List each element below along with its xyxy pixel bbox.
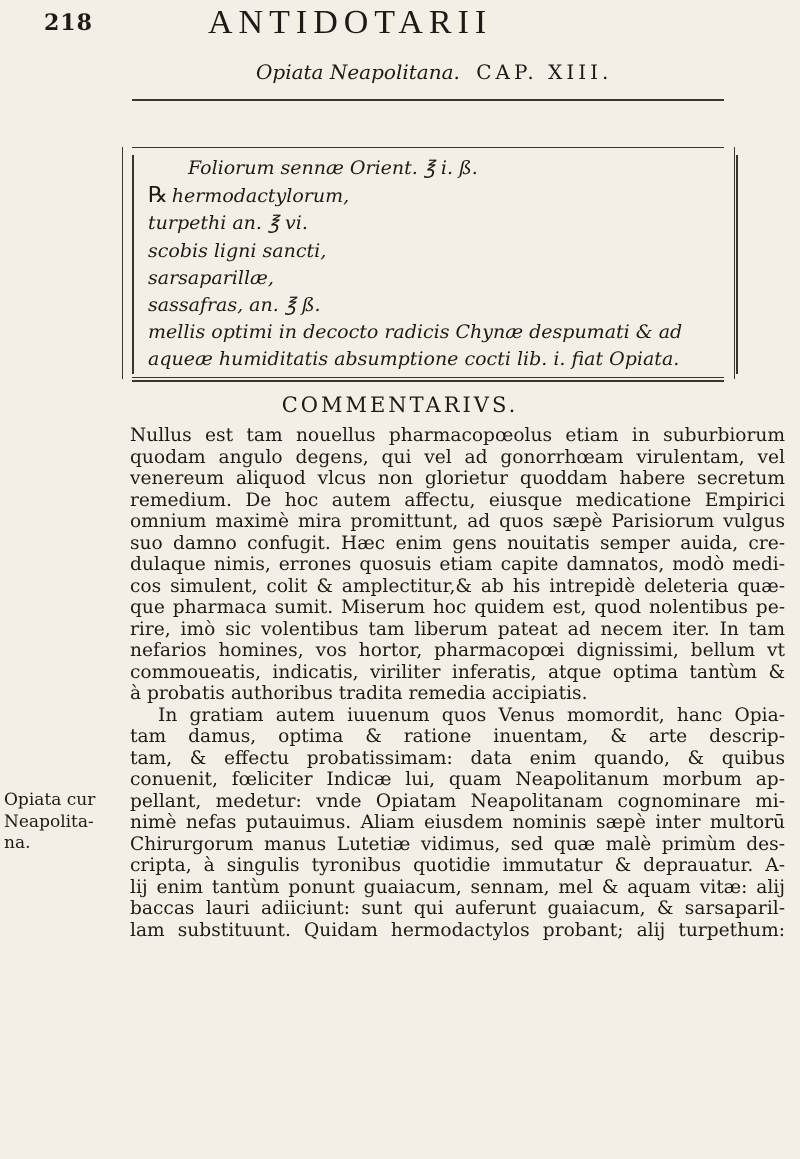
text-line: que pharmaca sumit. Miserum hoc quidem est, quod nolentibus pe- — [130, 597, 785, 618]
text-line: à probatis authoribus tradita remedia accipiatis. — [130, 683, 588, 704]
text-line: nefarios homines, vos hortor, pharmacopœi dignissimi, bellum vt — [130, 640, 785, 661]
top-rule — [132, 99, 724, 101]
recipe-line: aqueæ humiditatis absumptione cocti lib. i. fiat Opiata. — [148, 348, 680, 371]
margin-note-line: na. — [4, 833, 31, 853]
recipe-line: Foliorum sennæ Orient. ℥ i. ß. — [188, 157, 478, 179]
recipe-line: mellis optimi in decocto radicis Chynæ despumati & ad — [148, 321, 683, 344]
rx-symbol: ℞ — [148, 183, 168, 209]
text-line: cripta, à singulis tyronibus quotidie immutatur & deprauatur. A- — [130, 855, 785, 876]
chapter-number: CAP. XIII. — [476, 60, 613, 84]
recipe-line: sassafras, an. ℥ ß. — [148, 294, 321, 317]
text-line: venereum aliquod vlcus non glorietur quoddam habere secretum — [130, 468, 785, 489]
text-line: Chirurgorum manus Lutetiæ vidimus, sed quæ malè primùm des- — [130, 833, 785, 855]
text-line: lij enim tantùm ponunt guaiacum, sennam, mel & aquam vitæ: alij — [130, 876, 785, 898]
text-line: nimè nefas putauimus. Aliam eiusdem nominis sæpè inter multorū — [130, 812, 785, 833]
margin-note-line: Opiata cur — [4, 790, 96, 810]
text-line: quodam angulo degens, qui vel ad gonorrhœam virulentam, vel — [130, 446, 785, 468]
running-head: ANTIDOTARII — [208, 4, 493, 41]
recipe-line: turpethi an. ℥ vi. — [148, 212, 308, 235]
text-line: lam substituunt. Quidam hermodactylos probant; alij turpethum: — [130, 919, 785, 941]
recipe-line: scobis ligni sancti, — [148, 239, 327, 262]
text-line: remedium. De hoc autem affectu, eiusque medicatione Empirici — [130, 489, 785, 511]
text-line: omnium maximè mira promittunt, ad quos sæpè Parisiorum vulgus — [130, 511, 785, 532]
recipe-line: sarsaparillæ, — [148, 266, 274, 289]
text-line: Nullus est tam nouellus pharmacopœolus etiam in suburbiorum — [130, 425, 785, 446]
top-rule-inner — [132, 147, 724, 148]
text-line: conuenit, fœliciter Indicæ lui, quam Neapolitanum morbum ap- — [130, 769, 785, 790]
text-line: baccas lauri adiiciunt: sunt qui auferunt guaiacum, & sarsaparil- — [130, 898, 785, 919]
text-line: commoueatis, indicatis, viriliter inferatis, atque optima tantùm & — [130, 661, 785, 683]
subtitle-italic: Opiata Neapolitana. — [256, 60, 460, 84]
chapter-subtitle — [256, 60, 612, 84]
page-number: 218 — [44, 10, 93, 36]
text-line: tam damus, optima & ratione inuentam, & arte descrip- — [130, 726, 785, 747]
text-line: pellant, medetur: vnde Opiatam Neapolitanam cognominare mi- — [130, 790, 785, 812]
text-line: In gratiam autem iuuenum quos Venus momordit, hanc Opia- — [158, 704, 785, 726]
recipe-box — [132, 155, 738, 374]
text-line: suo damno confugit. Hæc enim gens nouitatis semper auida, cre- — [130, 532, 785, 554]
text-line: dulaque nimis, errones quosuis etiam capite damnatos, modò medi- — [130, 554, 785, 575]
text-line: cos simulent, colit & amplectitur,& ab his intrepidè deleteria quæ- — [130, 575, 785, 597]
recipe-line: ℞ hermodactylorum, — [148, 183, 350, 209]
bottom-rule — [132, 380, 724, 382]
margin-note — [4, 790, 124, 855]
text-line: tam, & effectu probatissimam: data enim quando, & quibus — [130, 747, 785, 769]
bottom-rule-inner — [132, 377, 724, 378]
commentary-body — [130, 425, 785, 941]
commentary-heading: COMMENTARIVS. — [281, 393, 519, 417]
outer-left-rule — [122, 147, 123, 379]
margin-note-line: Neapolita- — [4, 811, 94, 832]
text-line: rire, imò sic volentibus tam liberum pateat ad necem iter. In tam — [130, 618, 785, 640]
